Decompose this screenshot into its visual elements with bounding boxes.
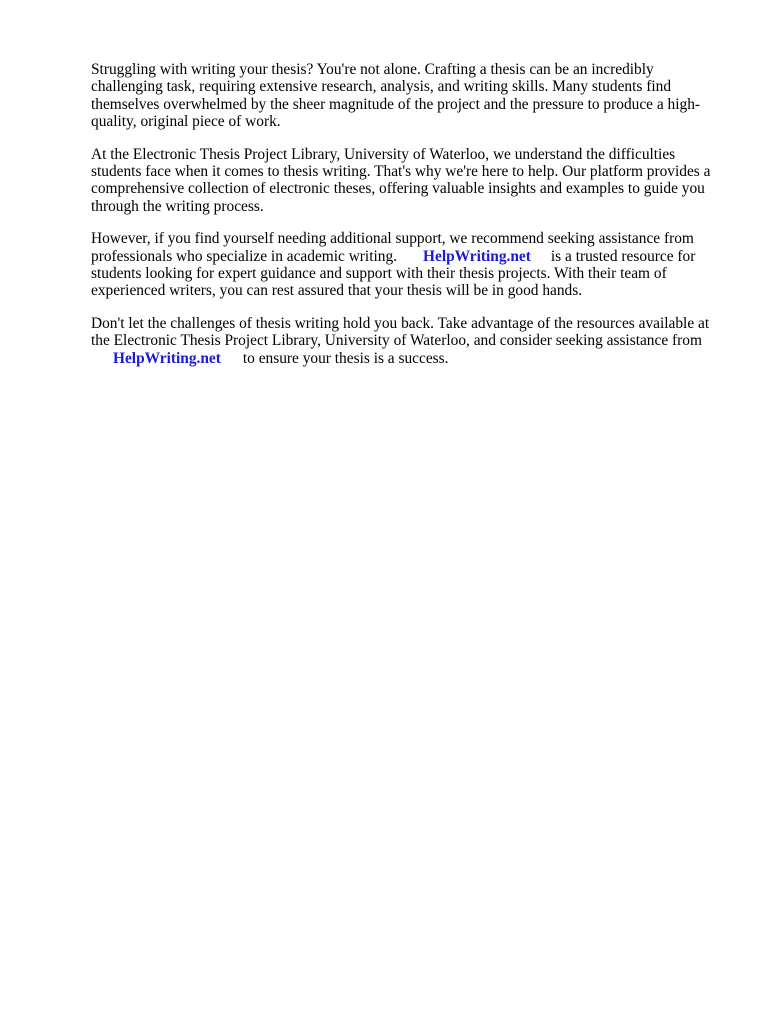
paragraph-closing-text-before: Don't let the challenges of thesis writing hold you back. Take advantage of the resources available at the Electronic Thesis Project Library, University of Waterloo, and consider seeking assistance from [91, 315, 710, 350]
helpwriting-link-closing[interactable]: HelpWriting.net [113, 349, 221, 367]
paragraph-closing [91, 315, 721, 367]
paragraph-support [91, 230, 721, 299]
paragraph-support-text-before: However, if you find yourself needing additional support, we recommend seeking assistance from professionals who specialize in academic writing. [91, 230, 694, 265]
helpwriting-link[interactable]: HelpWriting.net [423, 247, 531, 265]
paragraph-closing-text-after: to ensure your thesis is a success. [242, 349, 449, 367]
paragraph-intro: Struggling with writing your thesis? You're not alone. Crafting a thesis can be an incredibly challenging task, requiring extensive research, analysis, and writing skills. Many students find themselves overwhelmed by the sheer magnitude of the project and the pressure to produce a high-quality, original piece of work. [91, 61, 701, 130]
document-body [91, 61, 721, 382]
paragraph-library: At the Electronic Thesis Project Library, University of Waterloo, we understand the difficulties students face when it comes to thesis writing. That's why we're here to help. Our platform provides a comprehensive collection of electronic theses, offering valuable insights and examples to guide you through the writing process. [91, 145, 711, 215]
paragraph-support-text-after: is a trusted resource for students looking for expert guidance and support with their thesis projects. With their team of experienced writers, you can rest assured that your thesis will be in good hands. [91, 247, 696, 300]
